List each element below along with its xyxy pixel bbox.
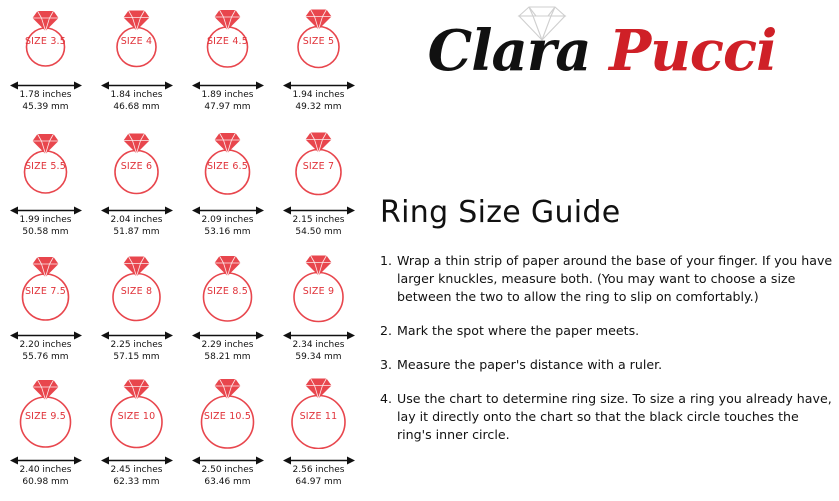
ring-measurements: [182, 215, 273, 238]
ring-inches: 1.99 inches: [19, 215, 72, 225]
ring-size-cell: [91, 0, 182, 125]
ring-millimeters: 49.32 mm: [295, 101, 342, 112]
ring-inches: 2.40 inches: [19, 465, 72, 475]
ring-size-label: SIZE 7: [302, 161, 335, 172]
ring-inches: 2.15 inches: [292, 215, 345, 225]
guide-step-text: Mark the spot where the paper meets.: [397, 323, 640, 338]
measurement-arrow-icon: [283, 451, 355, 462]
ring-millimeters: 59.34 mm: [295, 351, 342, 362]
ring-measurements: [273, 90, 364, 113]
guide-step: [380, 252, 836, 306]
ring-size-label: SIZE 10: [117, 411, 156, 422]
ring-size-label: SIZE 4: [120, 36, 153, 47]
ring-millimeters: 55.76 mm: [22, 351, 69, 362]
ring-inches: 2.29 inches: [201, 340, 254, 350]
measurement-arrow-icon: [101, 201, 173, 212]
ring-millimeters: 51.87 mm: [113, 226, 160, 237]
measurement-arrow-icon: [192, 326, 264, 337]
ring-measurements: [273, 465, 364, 488]
ring-measurements: [0, 465, 91, 488]
measurement-arrow-icon: [10, 326, 82, 337]
ring-size-cell: [0, 250, 91, 375]
page-title: Ring Size Guide: [380, 195, 621, 230]
measurement-arrow-icon: [10, 76, 82, 87]
ring-size-cell: [91, 250, 182, 375]
ring-inches: 1.78 inches: [19, 90, 72, 100]
ring-size-label: SIZE 6.5: [206, 161, 249, 172]
ring-measurements: [91, 340, 182, 363]
guide-step-text: Measure the paper's distance with a ruler.: [397, 357, 663, 372]
ring-millimeters: 47.97 mm: [204, 101, 251, 112]
ring-measurements: [91, 215, 182, 238]
measurement-arrow-icon: [192, 76, 264, 87]
ring-size-label: SIZE 9: [302, 286, 335, 297]
ring-millimeters: 62.33 mm: [113, 476, 160, 487]
ring-size-label: SIZE 9.5: [24, 411, 67, 422]
ring-inches: 2.09 inches: [201, 215, 254, 225]
guide-step-text: Use the chart to determine ring size. To size a ring you already have, lay it directly onto the chart so that the black circle touches the ring's inner circle.: [397, 391, 832, 442]
measurement-arrow-icon: [283, 76, 355, 87]
ring-measurements: [182, 90, 273, 113]
ring-measurements: [0, 215, 91, 238]
ring-size-cell: [91, 125, 182, 250]
ring-inches: 1.84 inches: [110, 90, 163, 100]
ring-size-chart: [0, 0, 364, 501]
ring-size-cell: [182, 125, 273, 250]
ring-size-label: SIZE 5.5: [24, 161, 67, 172]
guide-step: [380, 322, 836, 340]
ring-measurements: [182, 465, 273, 488]
ring-measurements: [273, 340, 364, 363]
ring-size-label: SIZE 8: [120, 286, 153, 297]
ring-measurements: [182, 340, 273, 363]
ring-millimeters: 64.97 mm: [295, 476, 342, 487]
measurement-arrow-icon: [101, 76, 173, 87]
ring-size-cell: [182, 375, 273, 500]
ring-size-label: SIZE 11: [299, 411, 338, 422]
ring-size-cell: [91, 375, 182, 500]
ring-millimeters: 53.16 mm: [204, 226, 251, 237]
ring-millimeters: 54.50 mm: [295, 226, 342, 237]
ring-size-cell: [273, 250, 364, 375]
ring-size-label: SIZE 6: [120, 161, 153, 172]
measurement-arrow-icon: [101, 451, 173, 462]
ring-size-cell: [0, 0, 91, 125]
guide-step: [380, 356, 836, 374]
guide-steps: [380, 252, 836, 460]
ring-size-cell: [0, 125, 91, 250]
guide-step-number: 1.: [380, 253, 393, 268]
ring-millimeters: 60.98 mm: [22, 476, 69, 487]
ring-size-label: SIZE 8.5: [206, 286, 249, 297]
ring-size-label: SIZE 10.5: [203, 411, 252, 422]
guide-step-number: 2.: [380, 323, 393, 338]
ring-measurements: [0, 340, 91, 363]
guide-step: [380, 390, 836, 444]
ring-inches: 2.56 inches: [292, 465, 345, 475]
ring-inches: 2.20 inches: [19, 340, 72, 350]
brand-name-second: Pucci: [609, 18, 777, 84]
measurement-arrow-icon: [10, 451, 82, 462]
ring-inches: 2.25 inches: [110, 340, 163, 350]
guide-step-text: Wrap a thin strip of paper around the base of your finger. If you have larger knuckles, measure both. (You may want to choose a size between the two to allow the ring to slip on comfortably.): [397, 253, 833, 304]
brand-logo: [372, 2, 832, 94]
brand-name-first: Clara: [427, 18, 591, 84]
ring-inches: 1.89 inches: [201, 90, 254, 100]
ring-size-cell: [273, 0, 364, 125]
ring-inches: 1.94 inches: [292, 90, 345, 100]
ring-inches: 2.45 inches: [110, 465, 163, 475]
guide-step-number: 4.: [380, 391, 393, 406]
ring-millimeters: 63.46 mm: [204, 476, 251, 487]
brand-name: [372, 18, 832, 94]
ring-millimeters: 58.21 mm: [204, 351, 251, 362]
ring-size-cell: [182, 250, 273, 375]
guide-step-number: 3.: [380, 357, 393, 372]
ring-inches: 2.50 inches: [201, 465, 254, 475]
ring-size-label: SIZE 3.5: [24, 36, 67, 47]
ring-measurements: [0, 90, 91, 113]
guide-panel: [372, 0, 839, 501]
ring-size-cell: [182, 0, 273, 125]
ring-millimeters: 45.39 mm: [22, 101, 69, 112]
ring-measurements: [91, 465, 182, 488]
measurement-arrow-icon: [192, 451, 264, 462]
ring-millimeters: 57.15 mm: [113, 351, 160, 362]
ring-size-label: SIZE 5: [302, 36, 335, 47]
measurement-arrow-icon: [101, 326, 173, 337]
ring-measurements: [91, 90, 182, 113]
ring-millimeters: 50.58 mm: [22, 226, 69, 237]
ring-size-label: SIZE 7.5: [24, 286, 67, 297]
ring-measurements: [273, 215, 364, 238]
ring-size-label: SIZE 4.5: [206, 36, 249, 47]
ring-size-cell: [273, 125, 364, 250]
measurement-arrow-icon: [283, 201, 355, 212]
ring-size-cell: [0, 375, 91, 500]
ring-inches: 2.04 inches: [110, 215, 163, 225]
ring-inches: 2.34 inches: [292, 340, 345, 350]
ring-size-cell: [273, 375, 364, 500]
measurement-arrow-icon: [192, 201, 264, 212]
measurement-arrow-icon: [283, 326, 355, 337]
ring-millimeters: 46.68 mm: [113, 101, 160, 112]
measurement-arrow-icon: [10, 201, 82, 212]
